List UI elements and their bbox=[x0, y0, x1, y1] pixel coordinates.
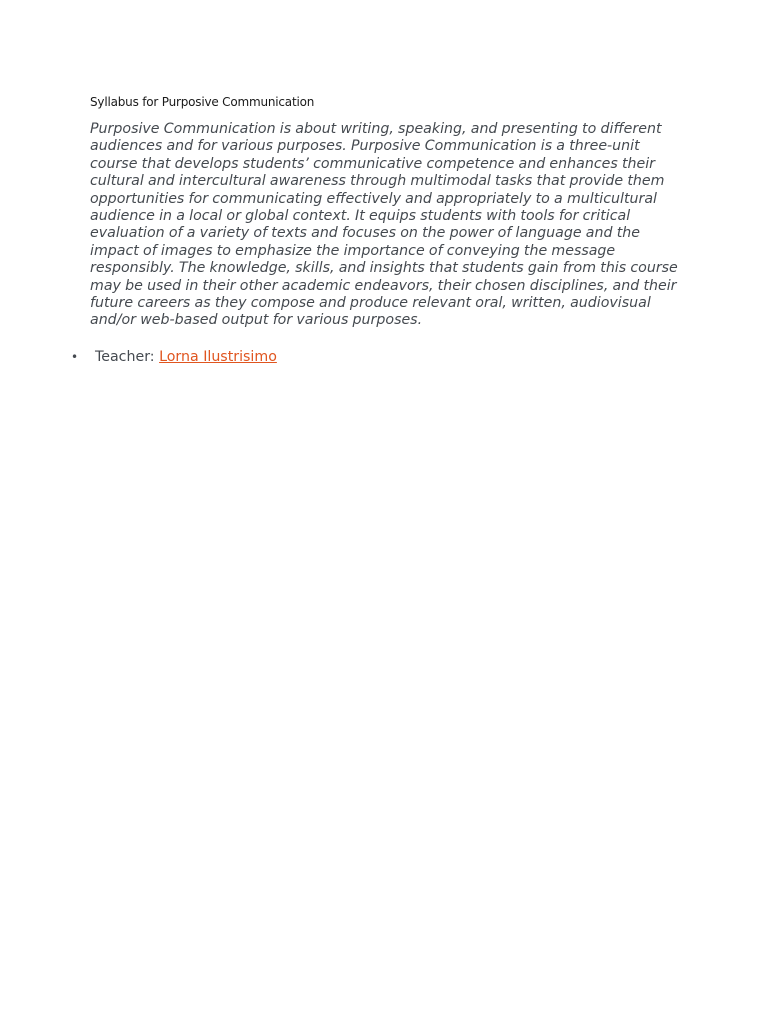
teacher-list-item bbox=[60, 347, 277, 367]
course-description: Purposive Communication is about writing, speaking, and presenting to different audiences and for various purposes. Purposive Communication is a three-unit course that develops students’ communicative competence and enhances their cultural and intercultural awareness through multimodal tasks that provide them opportunities for communicating effectively and appropriately to a multicultural audience in a local or global context. It equips students with tools for critical evaluation of a variety of texts and focuses on the power of language and the impact of images to emphasize the importance of conveying the message responsibly. The knowledge, skills, and insights that students gain from this course may be used in their other academic endeavors, their chosen disciplines, and their future careers as they compose and produce relevant oral, written, audiovisual and/or web-based output for various purposes. bbox=[90, 121, 678, 329]
course-meta-list bbox=[60, 347, 277, 367]
document-title: Syllabus for Purposive Communication bbox=[90, 95, 315, 109]
teacher-label: Teacher: bbox=[95, 349, 160, 365]
bullet-icon: • bbox=[71, 350, 79, 364]
teacher-name-link[interactable]: Lorna Ilustrisimo bbox=[159, 349, 277, 365]
